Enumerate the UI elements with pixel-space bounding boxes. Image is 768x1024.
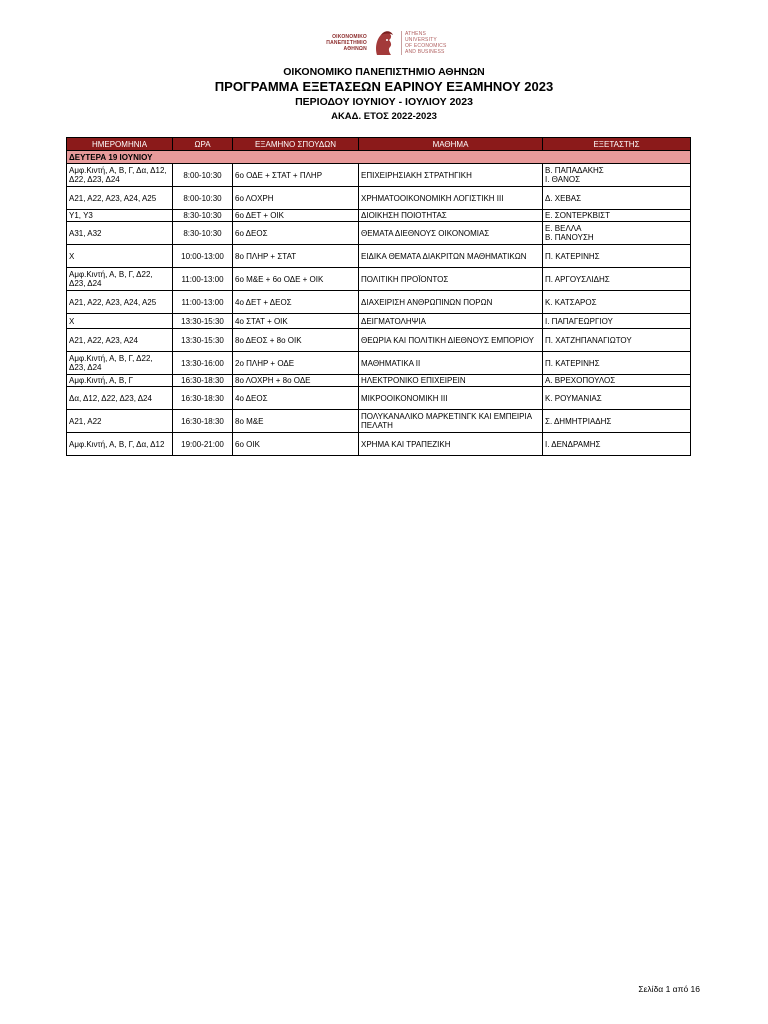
- table-row: [67, 387, 691, 410]
- cell-time: 8:00-10:30: [173, 187, 233, 210]
- cell-semester: 8ο ΛΟΧΡΗ + 8ο ΟΔΕ: [233, 375, 359, 387]
- date-group-label: ΔΕΥΤΕΡΑ 19 ΙΟΥΝΙΟΥ: [67, 151, 691, 164]
- cell-course: ΕΠΙΧΕΙΡΗΣΙΑΚΗ ΣΤΡΑΤΗΓΙΚΗ: [359, 164, 543, 187]
- table-row: [67, 245, 691, 268]
- cell-course: ΠΟΛΙΤΙΚΗ ΠΡΟΪΟΝΤΟΣ: [359, 268, 543, 291]
- cell-examiner: Κ. ΚΑΤΣΑΡΟΣ: [543, 291, 691, 314]
- cell-time: 11:00-13:00: [173, 268, 233, 291]
- cell-examiner: Δ. ΧΕΒΑΣ: [543, 187, 691, 210]
- table-row: [67, 164, 691, 187]
- table-row: [67, 375, 691, 387]
- cell-time: 16:30-18:30: [173, 375, 233, 387]
- cell-rooms: Χ: [67, 314, 173, 329]
- cell-examiner: Ε. ΒΕΛΛΑ Β. ΠΑΝΟΥΣΗ: [543, 222, 691, 245]
- logo-greek-line: ΟΙΚΟΝΟΜΙΚΟ: [332, 34, 367, 40]
- cell-course: ΔΕΙΓΜΑΤΟΛΗΨΙΑ: [359, 314, 543, 329]
- column-header-course: ΜΑΘΗΜΑ: [359, 138, 543, 151]
- cell-course: ΕΙΔΙΚΑ ΘΕΜΑΤΑ ΔΙΑΚΡΙΤΩΝ ΜΑΘΗΜΑΤΙΚΩΝ: [359, 245, 543, 268]
- cell-time: 19:00-21:00: [173, 433, 233, 456]
- column-header-date: ΗΜΕΡΟΜΗΝΙΑ: [67, 138, 173, 151]
- cell-semester: 6ο ΟΔΕ + ΣΤΑΤ + ΠΛΗΡ: [233, 164, 359, 187]
- cell-time: 11:00-13:00: [173, 291, 233, 314]
- cell-rooms: Αμφ.Κιντή, Α, Β, Γ, Δ22, Δ23, Δ24: [67, 268, 173, 291]
- logo-english-line: OF ECONOMICS: [404, 43, 447, 49]
- cell-rooms: Α21, Α22, Α23, Α24, Α25: [67, 187, 173, 210]
- cell-rooms: Αμφ.Κιντή, Α, Β, Γ, Δα, Δ12: [67, 433, 173, 456]
- cell-semester: 6ο ΔΕΤ + ΟΙΚ: [233, 210, 359, 222]
- cell-examiner: Ι. ΠΑΠΑΓΕΩΡΓΙΟΥ: [543, 314, 691, 329]
- exam-period: ΠΕΡΙΟΔΟΥ ΙΟΥΝΙΟΥ - ΙΟΥΛΙΟΥ 2023: [295, 96, 473, 108]
- cell-course: ΧΡΗΜΑΤΟΟΙΚΟΝΟΜΙΚΗ ΛΟΓΙΣΤΙΚΗ ΙΙΙ: [359, 187, 543, 210]
- cell-semester: 8ο ΔΕΟΣ + 8ο ΟΙΚ: [233, 329, 359, 352]
- cell-examiner: Κ. ΡΟΥΜΑΝΙΑΣ: [543, 387, 691, 410]
- cell-examiner: Π. ΚΑΤΕΡΙΝΗΣ: [543, 245, 691, 268]
- logo-english-line: AND BUSINESS: [404, 49, 445, 55]
- cell-examiner: Α. ΒΡΕΧΟΠΟΥΛΟΣ: [543, 375, 691, 387]
- university-name: ΟΙΚΟΝΟΜΙΚΟ ΠΑΝΕΠΙΣΤΗΜΙΟ ΑΘΗΝΩΝ: [283, 66, 485, 78]
- table-row: [67, 410, 691, 433]
- table-row: [67, 222, 691, 245]
- cell-time: 16:30-18:30: [173, 387, 233, 410]
- cell-time: 13:30-16:00: [173, 352, 233, 375]
- column-header-examiner: ΕΞΕΤΑΣΤΗΣ: [543, 138, 691, 151]
- cell-examiner: Π. ΧΑΤΖΗΠΑΝΑΓΙΩΤΟΥ: [543, 329, 691, 352]
- logo-greek-line: ΑΘΗΝΩΝ: [343, 46, 367, 52]
- exam-schedule-table: [66, 137, 691, 456]
- cell-examiner: Σ. ΔΗΜΗΤΡΙΑΔΗΣ: [543, 410, 691, 433]
- cell-course: ΠΟΛΥΚΑΝΑΛΙΚΟ ΜΑΡΚΕΤΙΝΓΚ ΚΑΙ ΕΜΠΕΙΡΙΑ ΠΕΛΑΤΗ: [359, 410, 543, 433]
- table-row: [67, 329, 691, 352]
- logo-greek-line: ΠΑΝΕΠΙΣΤΗΜΙΟ: [326, 40, 367, 46]
- cell-time: 13:30-15:30: [173, 329, 233, 352]
- cell-course: ΗΛΕΚΤΡΟΝΙΚΟ ΕΠΙΧΕΙΡΕΙΝ: [359, 375, 543, 387]
- table-row: [67, 291, 691, 314]
- cell-course: ΘΕΜΑΤΑ ΔΙΕΘΝΟΥΣ ΟΙΚΟΝΟΜΙΑΣ: [359, 222, 543, 245]
- cell-course: ΧΡΗΜΑ ΚΑΙ ΤΡΑΠΕΖΙΚΗ: [359, 433, 543, 456]
- cell-semester: 6ο Μ&Ε + 6ο ΟΔΕ + ΟΙΚ: [233, 268, 359, 291]
- university-logo: [312, 28, 458, 58]
- cell-course: ΘΕΩΡΙΑ ΚΑΙ ΠΟΛΙΤΙΚΗ ΔΙΕΘΝΟΥΣ ΕΜΠΟΡΙΟΥ: [359, 329, 543, 352]
- cell-semester: 2ο ΠΛΗΡ + ΟΔΕ: [233, 352, 359, 375]
- cell-time: 16:30-18:30: [173, 410, 233, 433]
- cell-rooms: Α21, Α22, Α23, Α24: [67, 329, 173, 352]
- page-title: ΠΡΟΓΡΑΜΜΑ ΕΞΕΤΑΣΕΩΝ ΕΑΡΙΝΟΥ ΕΞΑΜΗΝΟΥ 2023: [214, 79, 554, 94]
- cell-examiner: Π. ΚΑΤΕΡΙΝΗΣ: [543, 352, 691, 375]
- cell-course: ΔΙΟΙΚΗΣΗ ΠΟΙΟΤΗΤΑΣ: [359, 210, 543, 222]
- cell-examiner: Ι. ΔΕΝΔΡΑΜΗΣ: [543, 433, 691, 456]
- cell-course: ΜΙΚΡΟΟΙΚΟΝΟΜΙΚΗ ΙΙΙ: [359, 387, 543, 410]
- cell-examiner: Π. ΑΡΓΟΥΣΛΙΔΗΣ: [543, 268, 691, 291]
- cell-examiner: Ε. ΣΟΝΤΕΡΚΒΙΣΤ: [543, 210, 691, 222]
- cell-course: ΔΙΑΧΕΙΡΙΣΗ ΑΝΘΡΩΠΙΝΩΝ ΠΟΡΩΝ: [359, 291, 543, 314]
- cell-time: 10:00-13:00: [173, 245, 233, 268]
- cell-semester: 6ο ΟΙΚ: [233, 433, 359, 456]
- academic-year: ΑΚΑΔ. ΕΤΟΣ 2022-2023: [331, 111, 437, 122]
- logo-english-text: [401, 31, 458, 55]
- cell-rooms: Αμφ.Κιντή, Α, Β, Γ: [67, 375, 173, 387]
- cell-rooms: Αμφ.Κιντή, Α, Β, Γ, Δ22, Δ23, Δ24: [67, 352, 173, 375]
- cell-rooms: Χ: [67, 245, 173, 268]
- logo-greek-text: [312, 34, 367, 52]
- cell-examiner: Β. ΠΑΠΑΔΑΚΗΣ Ι. ΘΑΝΟΣ: [543, 164, 691, 187]
- table-header-row: [67, 138, 691, 151]
- table-row: [67, 352, 691, 375]
- cell-time: 8:30-10:30: [173, 210, 233, 222]
- cell-semester: 4ο ΔΕΟΣ: [233, 387, 359, 410]
- cell-rooms: Α31, Α32: [67, 222, 173, 245]
- athena-head-icon: [371, 29, 397, 57]
- table-row: [67, 314, 691, 329]
- cell-time: 13:30-15:30: [173, 314, 233, 329]
- cell-rooms: Α21, Α22: [67, 410, 173, 433]
- cell-semester: 4ο ΔΕΤ + ΔΕΟΣ: [233, 291, 359, 314]
- cell-rooms: Υ1, Υ3: [67, 210, 173, 222]
- table-row: [67, 187, 691, 210]
- cell-rooms: Α21, Α22, Α23, Α24, Α25: [67, 291, 173, 314]
- cell-course: ΜΑΘΗΜΑΤΙΚΑ ΙΙ: [359, 352, 543, 375]
- cell-time: 8:00-10:30: [173, 164, 233, 187]
- page-number: Σελίδα 1 από 16: [638, 984, 700, 994]
- table-row: [67, 268, 691, 291]
- cell-semester: 4ο ΣΤΑΤ + ΟΙΚ: [233, 314, 359, 329]
- cell-semester: 6ο ΛΟΧΡΗ: [233, 187, 359, 210]
- column-header-semester: ΕΞΑΜΗΝΟ ΣΠΟΥΔΩΝ: [233, 138, 359, 151]
- logo-english-line: ATHENS UNIVERSITY: [404, 31, 437, 43]
- date-group-row: [67, 151, 691, 164]
- cell-rooms: Δα, Δ12, Δ22, Δ23, Δ24: [67, 387, 173, 410]
- cell-time: 8:30-10:30: [173, 222, 233, 245]
- table-row: [67, 433, 691, 456]
- cell-semester: 8ο ΠΛΗΡ + ΣΤΑΤ: [233, 245, 359, 268]
- column-header-time: ΩΡΑ: [173, 138, 233, 151]
- cell-semester: 6ο ΔΕΟΣ: [233, 222, 359, 245]
- cell-semester: 8ο Μ&Ε: [233, 410, 359, 433]
- cell-rooms: Αμφ.Κιντή, Α, Β, Γ, Δα, Δ12, Δ22, Δ23, Δ24: [67, 164, 173, 187]
- table-row: [67, 210, 691, 222]
